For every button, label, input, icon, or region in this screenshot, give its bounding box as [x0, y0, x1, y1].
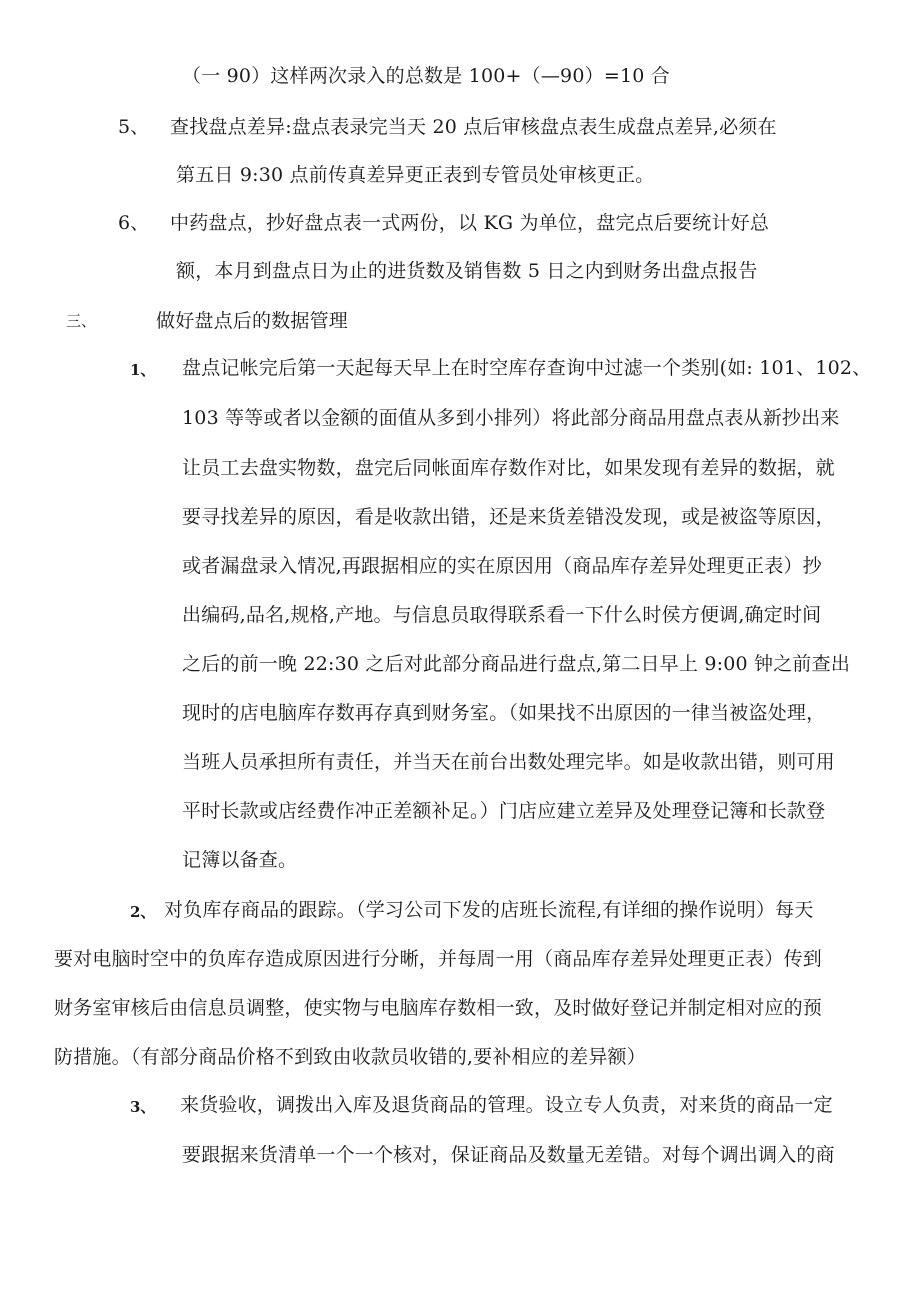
- paragraph-line: 或者漏盘录入情况,再跟据相应的实在原因用（商品库存差异处理更正表）抄: [182, 555, 822, 577]
- paragraph-line: 平时长款或店经费作冲正差额补足。）门店应建立差异及处理登记簿和长款登: [182, 800, 826, 822]
- paragraph-line: 让员工去盘实物数，盘完后同帐面库存数作对比，如果发现有差异的数据，就: [182, 457, 835, 479]
- text-line: （一 90）这样两次录入的总数是 100+（—90）=10 合: [182, 65, 670, 87]
- text-line: 第五日 9:30 点前传真差异更正表到专管员处审核更正。: [176, 164, 655, 186]
- paragraph-line: 盘点记帐完后第一天起每天早上在时空库存查询中过滤一个类别(如: 101、102、: [182, 357, 872, 379]
- paragraph-line: 防措施。（有部分商品价格不到致由收款员收错的,要补相应的差异额）: [54, 1046, 646, 1068]
- paragraph-line: 103 等等或者以金额的面值从多到小排列）将此部分商品用盘点表从新抄出来: [182, 407, 840, 429]
- item-number: 2、: [130, 903, 156, 921]
- item-number: 3、: [130, 1098, 156, 1116]
- item-number: 5、: [118, 116, 150, 138]
- section-heading: 做好盘点后的数据管理: [156, 310, 349, 332]
- paragraph-line: 记簿以备查。: [182, 849, 298, 871]
- paragraph-line: 要对电脑时空中的负库存造成原因进行分晰，并每周一用（商品库存差异处理更正表）传到: [54, 948, 823, 970]
- paragraph-line: 之后的前一晚 22:30 之后对此部分商品进行盘点,第二日早上 9:00 钟之前查出: [182, 653, 851, 675]
- text-line: 额，本月到盘点日为止的进货数及销售数 5 日之内到财务出盘点报告: [176, 260, 758, 282]
- paragraph-line: 出编码,品名,规格,产地。与信息员取得联系看一下什么时侯方便调,确定时间: [182, 604, 822, 626]
- paragraph-line: 对负库存商品的跟踪。（学习公司下发的店班长流程,有详细的操作说明）每天: [164, 899, 814, 921]
- paragraph-line: 要跟据来货清单一个一个核对，保证商品及数量无差错。对每个调出调入的商: [182, 1144, 835, 1166]
- paragraph-line: 现时的店电脑库存数再存真到财务室。（如果找不出原因的一律当被盗处理，: [182, 702, 826, 724]
- item-number: 1、: [130, 361, 156, 379]
- item-number: 6、: [118, 212, 150, 234]
- text-line: 中药盘点，抄好盘点表一式两份，以 KG 为单位，盘完点后要统计好总: [170, 212, 770, 234]
- paragraph-line: 当班人员承担所有责任，并当天在前台出数处理完毕。如是收款出错，则可用: [182, 751, 835, 773]
- paragraph-line: 来货验收，调拨出入库及退货商品的管理。设立专人负责，对来货的商品一定: [180, 1094, 833, 1116]
- paragraph-line: 财务室审核后由信息员调整，使实物与电脑库存数相一致，及时做好登记并制定相对应的预: [54, 997, 823, 1019]
- section-number: 三、: [66, 312, 97, 330]
- paragraph-line: 要寻找差异的原因，看是收款出错，还是来货差错没发现，或是被盗等原因，: [182, 506, 835, 528]
- text-line: 查找盘点差异:盘点表录完当天 20 点后审核盘点表生成盘点差异,必须在: [170, 116, 777, 138]
